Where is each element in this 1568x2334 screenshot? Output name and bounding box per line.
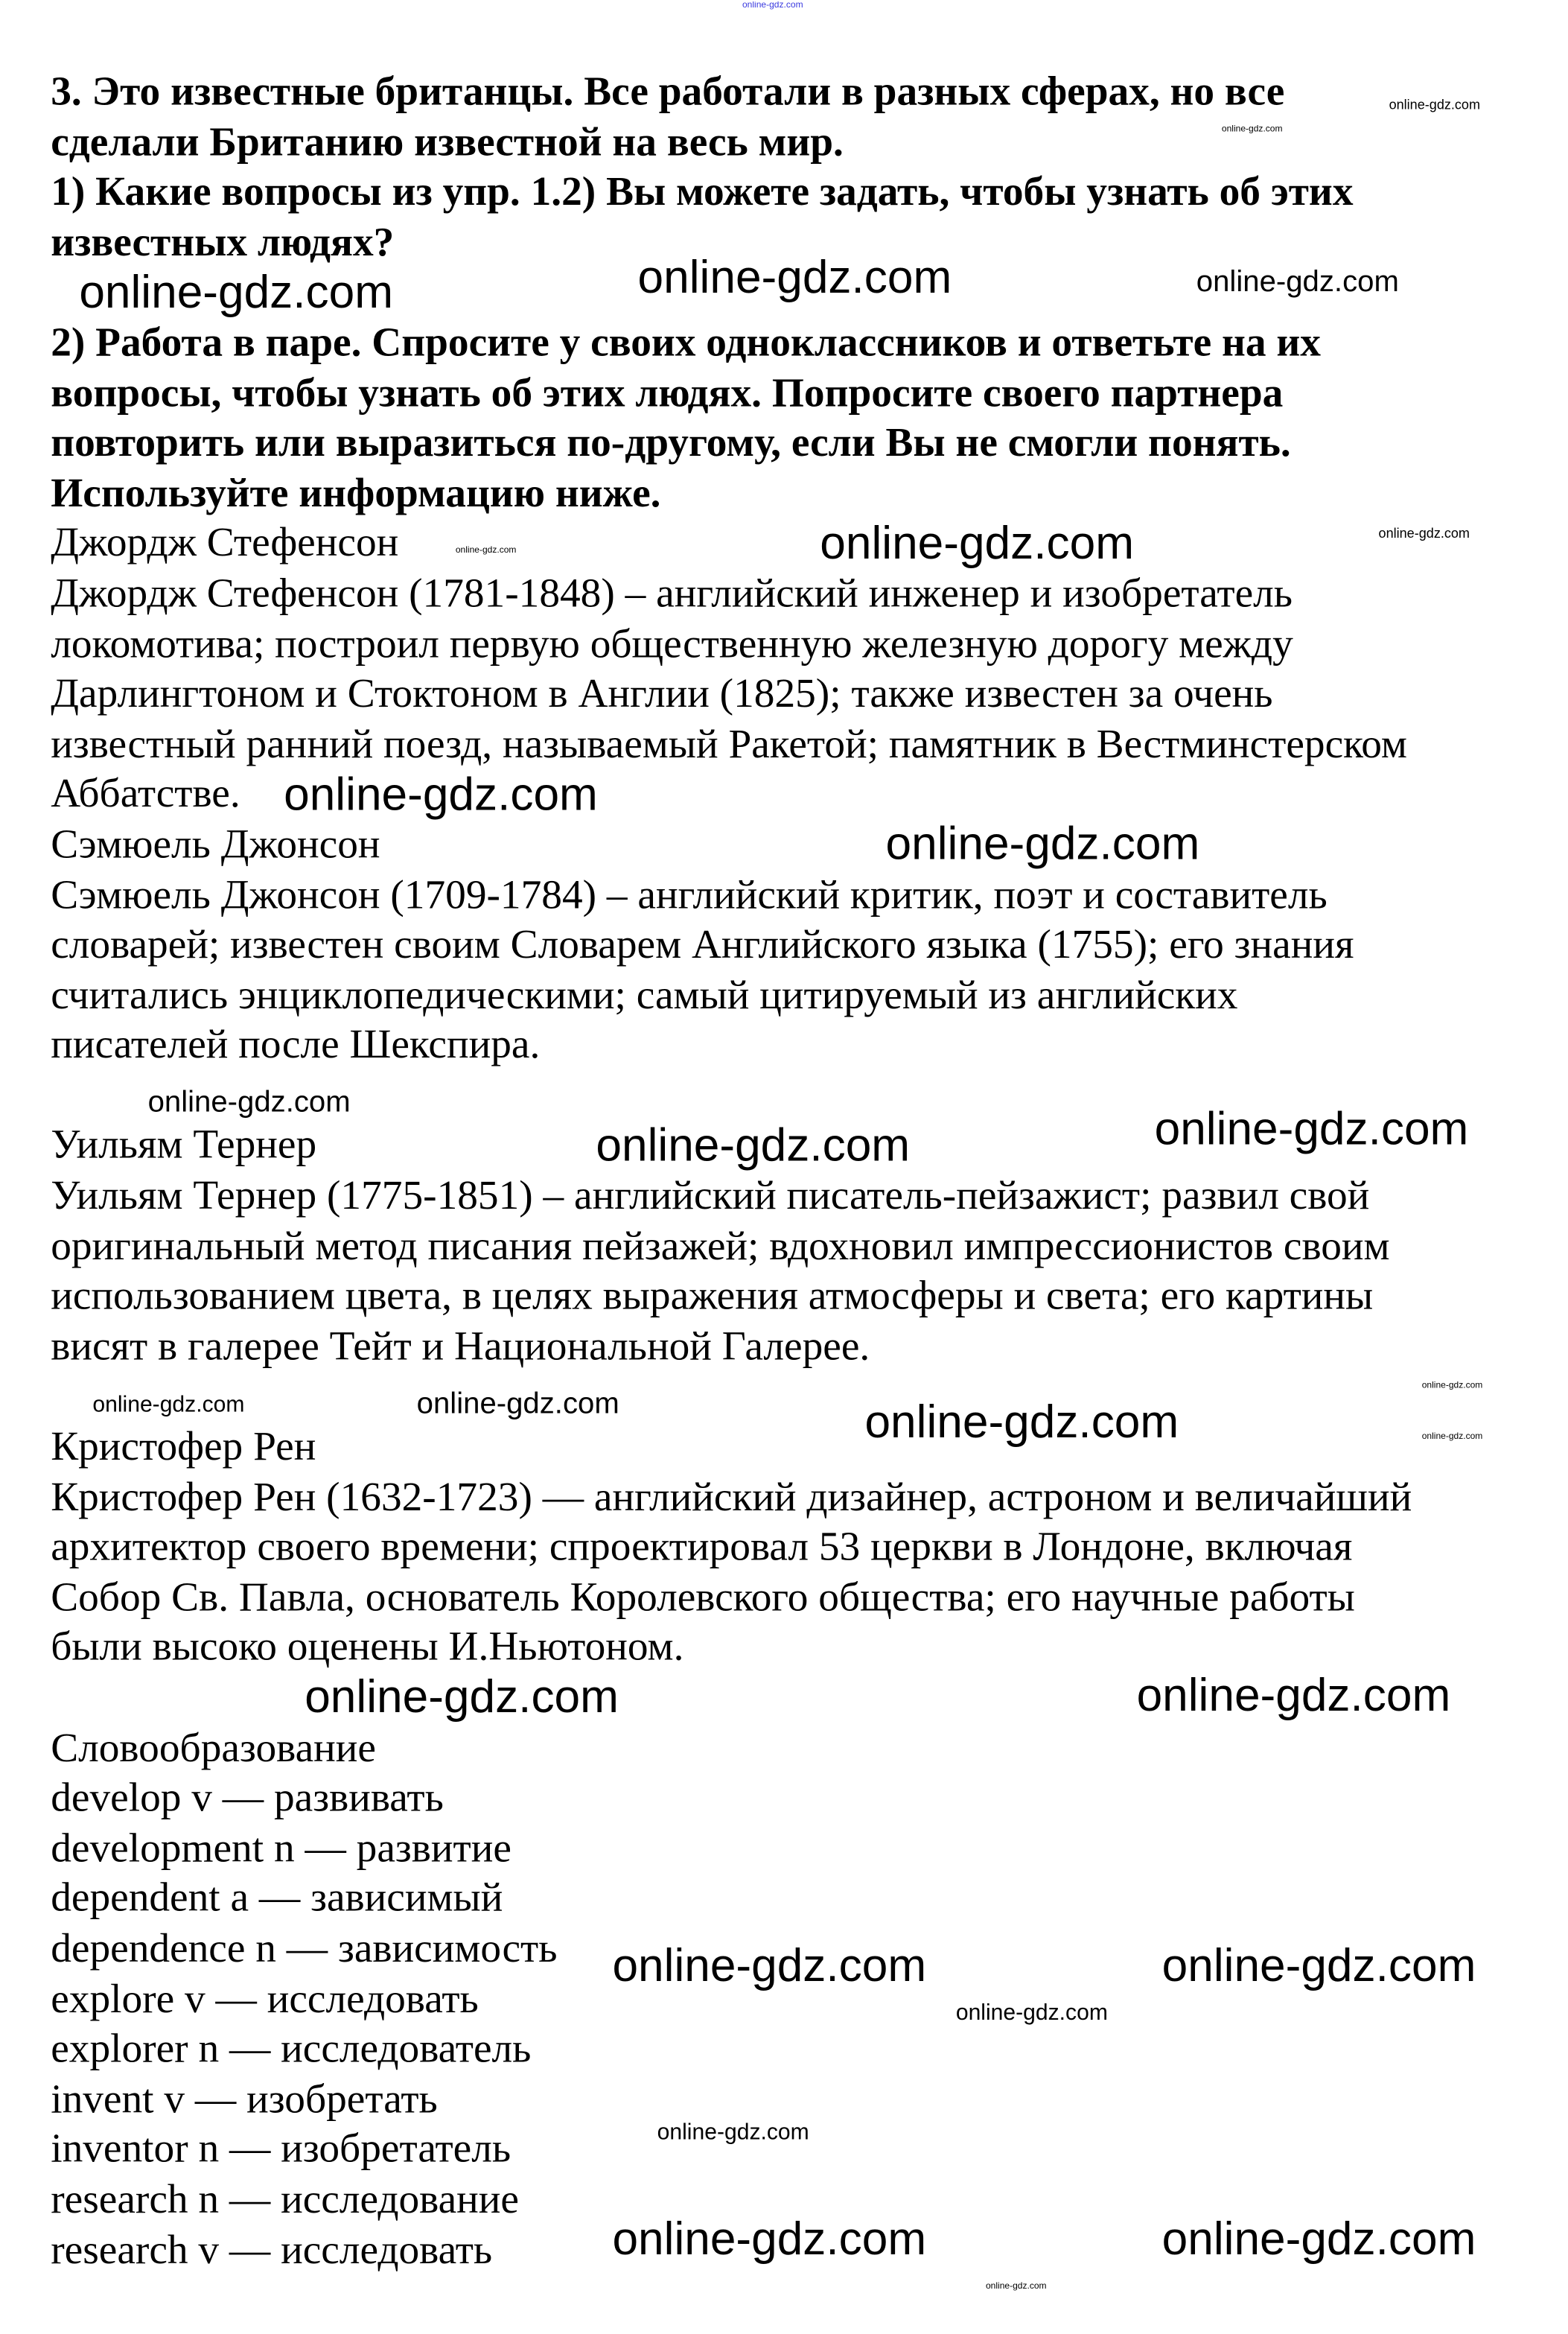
person-bio-line: Джордж Стефенсон (1781-1848) – английский инженер и изобретатель	[51, 569, 1293, 616]
watermark: online-gdz.com	[612, 1939, 927, 1991]
person-bio-line: Кристофер Рен (1632-1723) — английский дизайнер, астроном и величайший	[51, 1472, 1412, 1519]
person-bio-line: архитектор своего времени; спроектировал 53 церкви в Лондоне, включая	[51, 1522, 1353, 1569]
watermark: online-gdz.com	[596, 1119, 911, 1171]
watermark: online-gdz.com	[79, 266, 394, 319]
person-bio-line: висят в галерее Тейт и Национальной Галерее.	[51, 1321, 870, 1369]
vocab-item: research n — исследование	[51, 2175, 519, 2222]
person-bio-line: Собор Св. Павла, основатель Королевского общества; его научные работы	[51, 1572, 1355, 1620]
watermark: online-gdz.com	[284, 768, 598, 821]
watermark: online-gdz.com	[1378, 526, 1470, 541]
watermark: online-gdz.com	[955, 2000, 1108, 2026]
task-line: вопросы, чтобы узнать об этих людях. Попросите своего партнера	[51, 368, 1284, 415]
watermark: online-gdz.com	[92, 1392, 245, 1418]
vocab-item: research v — исследовать	[51, 2225, 493, 2272]
person-name: Джордж Стефенсон	[51, 518, 399, 565]
task-line: 2) Работа в паре. Спросите у своих одноклассников и ответьте на их	[51, 318, 1321, 365]
vocab-title: Словообразование	[51, 1723, 376, 1770]
vocab-item: explore v — исследовать	[51, 1974, 479, 2021]
watermark: online-gdz.com	[1221, 125, 1283, 135]
person-name: Уильям Тернер	[51, 1121, 317, 1168]
person-bio-line: оригинальный метод писания пейзажей; вдохновил импрессионистов своим	[51, 1221, 1390, 1268]
person-name: Сэмюель Джонсон	[51, 820, 380, 867]
watermark: online-gdz.com	[657, 2120, 809, 2146]
person-bio-line: Уильям Тернер (1775-1851) – английский писатель-пейзажист; развил свой	[51, 1171, 1370, 1218]
watermark: online-gdz.com	[1196, 266, 1399, 299]
watermark: online-gdz.com	[864, 1395, 1179, 1448]
watermark: online-gdz.com	[742, 1, 803, 11]
person-bio-line: Аббатстве.	[51, 769, 240, 816]
watermark: online-gdz.com	[1161, 1939, 1476, 1991]
watermark: online-gdz.com	[416, 1387, 619, 1421]
watermark: online-gdz.com	[1154, 1102, 1469, 1155]
task-line: Используйте информацию ниже.	[51, 468, 661, 515]
task-line: известных людях?	[51, 217, 395, 264]
vocab-item: development n — развитие	[51, 1823, 511, 1871]
watermark: online-gdz.com	[1389, 97, 1481, 112]
watermark: online-gdz.com	[1421, 1381, 1483, 1391]
watermark: online-gdz.com	[612, 2212, 927, 2265]
vocab-item: dependent a — зависимый	[51, 1874, 503, 1921]
person-bio-line: считались энциклопедическими; самый цитируемый из английских	[51, 970, 1238, 1017]
task-line: сделали Британию известной на весь мир.	[51, 117, 844, 164]
watermark: online-gdz.com	[1161, 2212, 1476, 2265]
watermark: online-gdz.com	[305, 1670, 619, 1723]
vocab-item: invent v — изобретать	[51, 2074, 438, 2122]
vocab-item: develop v — развивать	[51, 1773, 444, 1820]
person-name: Кристофер Рен	[51, 1422, 316, 1469]
person-bio-line: локомотива; построил первую общественную железную дорогу между	[51, 619, 1293, 666]
watermark: online-gdz.com	[637, 251, 952, 304]
vocab-item: dependence n — зависимость	[51, 1924, 558, 1971]
watermark: online-gdz.com	[1136, 1668, 1451, 1721]
person-bio-line: известный ранний поезд, называемый Ракетой; памятник в Вестминстерском	[51, 719, 1407, 766]
task-line: 1) Какие вопросы из упр. 1.2) Вы можете задать, чтобы узнать об этих	[51, 168, 1354, 214]
watermark: online-gdz.com	[820, 517, 1134, 570]
person-bio-line: использованием цвета, в целях выражения атмосферы и света; его картины	[51, 1271, 1374, 1318]
watermark: online-gdz.com	[885, 817, 1200, 870]
person-bio-line: словарей; известен своим Словарем Английского языка (1755); его знания	[51, 920, 1354, 967]
vocab-item: inventor n — изобретатель	[51, 2125, 511, 2172]
person-bio-line: писателей после Шекспира.	[51, 1020, 541, 1067]
task-line: повторить или выразиться по-другому, если Вы не смогли понять.	[51, 418, 1291, 465]
watermark: online-gdz.com	[1421, 1432, 1483, 1442]
watermark: online-gdz.com	[147, 1086, 351, 1119]
person-bio-line: Сэмюель Джонсон (1709-1784) – английский критик, поэт и составитель	[51, 870, 1328, 917]
person-bio-line: были высоко оценены И.Ньютоном.	[51, 1623, 684, 1670]
watermark: online-gdz.com	[455, 547, 517, 556]
person-bio-line: Дарлингтоном и Стоктоном в Англии (1825); также известен за очень	[51, 669, 1273, 716]
watermark: online-gdz.com	[985, 2283, 1047, 2292]
task-line: 3. Это известные британцы. Все работали в разных сферах, но все	[51, 67, 1285, 114]
spacer	[51, 1370, 1412, 1420]
vocab-item: explorer n — исследователь	[51, 2024, 532, 2071]
